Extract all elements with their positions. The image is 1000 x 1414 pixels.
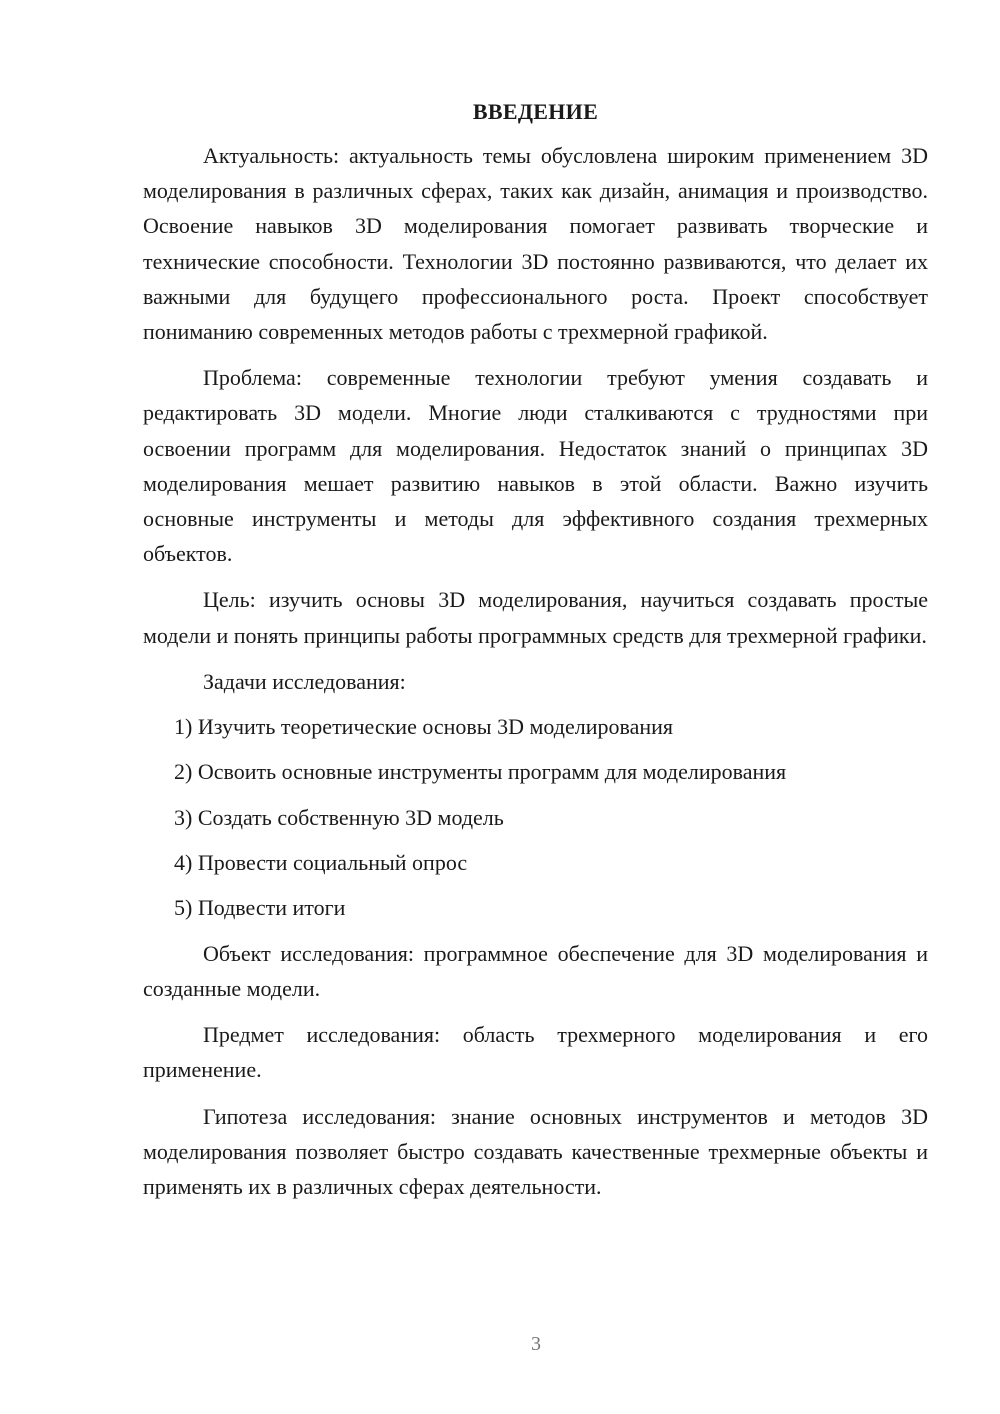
tasks-heading: Задачи исследования: <box>203 668 406 694</box>
page-number: 3 <box>531 1333 541 1355</box>
task-item-1: 1) Изучить теоретические основы 3D моделирования <box>174 713 673 739</box>
goal-paragraph: Цель: изучить основы 3D моделирования, научиться создавать простые модели и понять принципы работы программных средств для трехмерной графики. <box>143 587 928 648</box>
page-content <box>143 95 928 1215</box>
task-item-5: 5) Подвести итоги <box>174 895 346 921</box>
relevance-paragraph: Актуальность: актуальность темы обусловлена широким применением 3D моделирования в различных сферах, таких как дизайн, анимация и производство. Освоение навыков 3D моделирования помогает развивать творческие и технические способности. Технологии 3D постоянно развиваются, что делает их важными для будущего профессионального роста. Проект способствует пониманию современных методов работы с трехмерной графикой. <box>143 143 928 345</box>
object-paragraph: Объект исследования: программное обеспечение для 3D моделирования и созданные модели. <box>143 940 928 1001</box>
page-title: ВВЕДЕНИЕ <box>472 99 599 124</box>
task-item-2: 2) Освоить основные инструменты программ для моделирования <box>174 759 787 785</box>
task-list <box>143 709 928 926</box>
problem-paragraph: Проблема: современные технологии требуют умения создавать и редактировать 3D модели. Многие люди сталкиваются с трудностями при освоении программ для моделирования. Недостаток знаний о принципах 3D моделирования мешает развитию навыков в этой области. Важно изучить основные инструменты и методы для эффективного создания трехмерных объектов. <box>143 365 928 567</box>
subject-paragraph: Предмет исследования: область трехмерного моделирования и его применение. <box>143 1022 928 1083</box>
hypothesis-paragraph: Гипотеза исследования: знание основных инструментов и методов 3D моделирования позволяет быстро создавать качественные трехмерные объекты и применять их в различных сферах деятельности. <box>143 1103 928 1200</box>
task-item-3: 3) Создать собственную 3D модель <box>174 804 504 830</box>
task-item-4: 4) Провести социальный опрос <box>174 850 468 876</box>
